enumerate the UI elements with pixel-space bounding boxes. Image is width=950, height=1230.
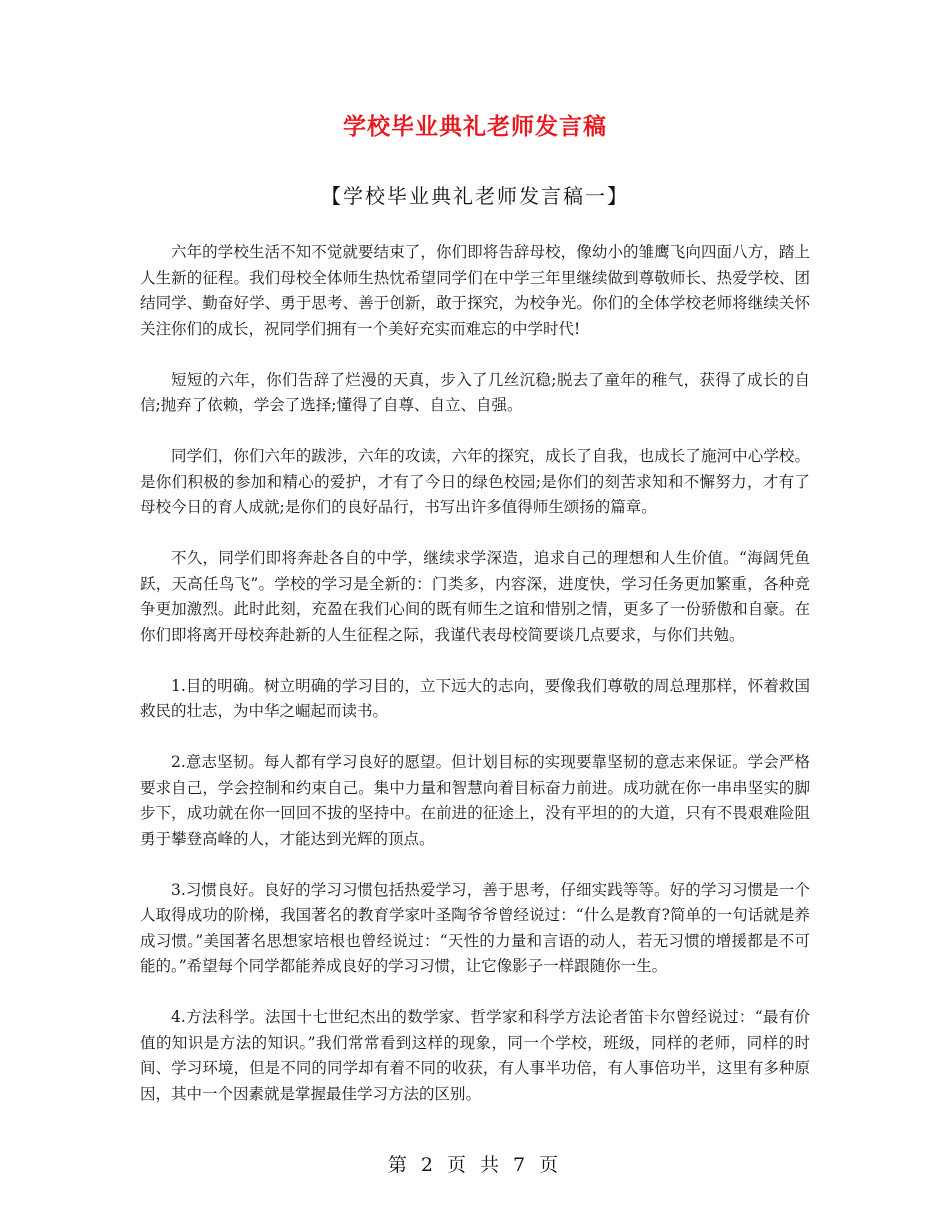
section-heading: 【学校毕业典礼老师发言稿一】 — [321, 184, 629, 208]
paragraph-1: 六年的学校生活不知不觉就要结束了，你们即将告辞母校，像幼小的雏鹰飞向四面八方，踏上人生新的征程。我们母校全体师生热忱希望同学们在中学三年里继续做到尊敬师长、热爱学校、团结同学、勤奋好学、勇于思考、善于创新，敢于探究，为校争光。你们的全体学校老师将继续关怀关注你们的成长，祝同学们拥有一个美好充实而难忘的中学时代! — [140, 243, 810, 338]
paragraph-3: 同学们，你们六年的跋涉，六年的攻读，六年的探究，成长了自我，也成长了施河中心学校。是你们积极的参加和精心的爱护，才有了今日的绿色校园;是你们的刻苦求知和不懈努力，才有了母校今日的育人成就;是你们的良好品行，书写出许多值得师生颂扬的篇章。 — [140, 447, 810, 516]
paragraph-8: 4.方法科学。法国十七世纪杰出的数学家、哲学家和科学方法论者笛卡尔曾经说过：“最有价值的知识是方法的知识。”我们常常看到这样的现象，同一个学校，班级，同样的老师，同样的时间、学习环境，但是不同的同学却有着不同的收获，有人事半功倍，有人事倍功半，这里有多种原因，其中一个因素就是掌握最佳学习方法的区别。 — [140, 1008, 810, 1103]
document-title: 学校毕业典礼老师发言稿 — [343, 114, 607, 140]
document-body — [140, 240, 810, 1133]
paragraph-4: 不久，同学们即将奔赴各自的中学，继续求学深造，追求自己的理想和人生价值。“海阔凭鱼跃，天高任鸟飞”。学校的学习是全新的：门类多，内容深，进度快，学习任务更加繁重，各种竞争更加激烈。此时此刻，充盈在我们心间的既有师生之谊和惜别之情，更多了一份骄傲和自豪。在你们即将离开母校奔赴新的人生征程之际，我谨代表母校简要谈几点要求，与你们共勉。 — [140, 549, 810, 644]
paragraph-5: 1.目的明确。树立明确的学习目的，立下远大的志向，要像我们尊敬的周总理那样，怀着救国救民的壮志，为中华之崛起而读书。 — [140, 676, 810, 720]
page-footer: 第 2 页 共 7 页 — [387, 1154, 563, 1176]
paragraph-2: 短短的六年，你们告辞了烂漫的天真，步入了几丝沉稳;脱去了童年的稚气，获得了成长的自信;抛弃了依赖，学会了选择;懂得了自尊、自立、自强。 — [140, 370, 810, 414]
paragraph-7: 3.习惯良好。良好的学习习惯包括热爱学习，善于思考，仔细实践等等。好的学习习惯是一个人取得成功的阶梯，我国著名的教育学家叶圣陶爷爷曾经说过：“什么是教育?简单的一句话就是养成习惯。”美国著名思想家培根也曾经说过：“天性的力量和言语的动人，若无习惯的增援都是不可能的。”希望每个同学都能养成良好的学习习惯，让它像影子一样跟随你一生。 — [140, 880, 810, 975]
paragraph-6: 2.意志坚韧。每人都有学习良好的愿望。但计划目标的实现要靠坚韧的意志来保证。学会严格要求自己，学会控制和约束自己。集中力量和智慧向着目标奋力前进。成功就在你一串串坚实的脚步下，成功就在你一回回不拔的坚持中。在前进的征途上，没有平坦的的大道，只有不畏艰难险阻勇于攀登高峰的人，才能达到光辉的顶点。 — [140, 753, 810, 848]
